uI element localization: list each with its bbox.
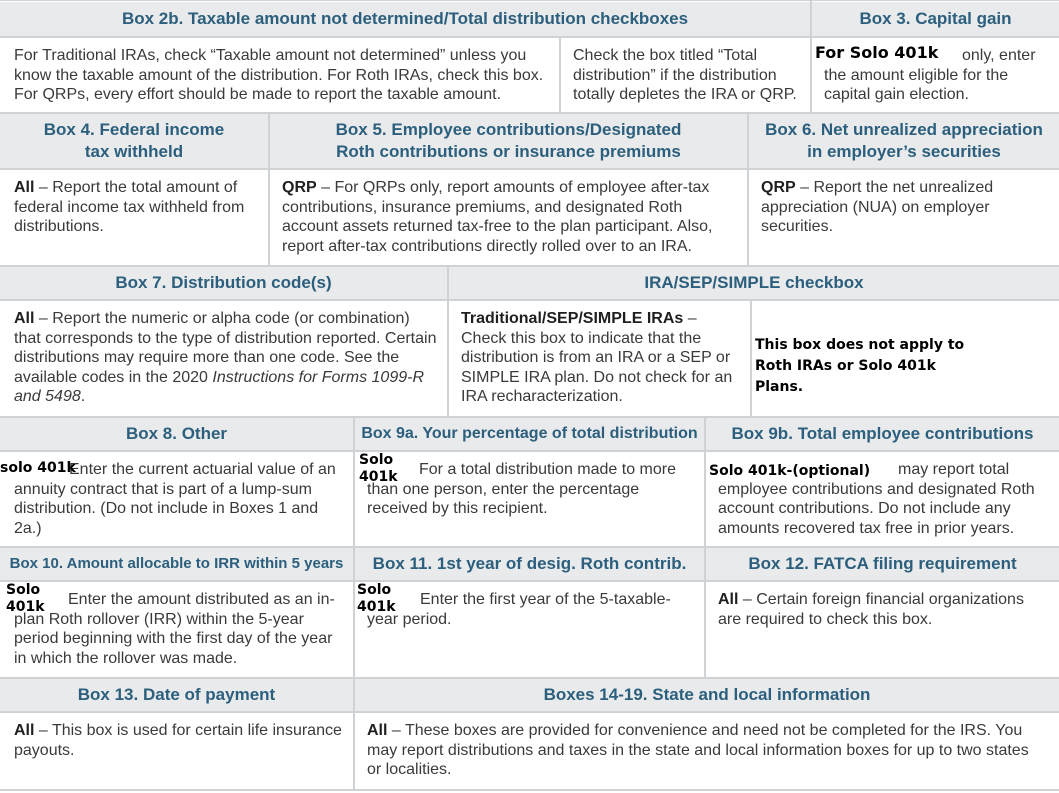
box7-end: . — [80, 388, 86, 405]
box11-solo-note — [357, 582, 396, 616]
box8-text — [2, 452, 353, 538]
box12-header: Box 12. FATCA filing requirement — [706, 548, 1059, 580]
box4-header — [0, 114, 268, 168]
box12-lead: All — [718, 591, 739, 608]
box11-desc: Enter the first year of the 5-taxable-year period. — [367, 591, 671, 628]
box5-header — [270, 114, 747, 168]
box4-text — [2, 170, 268, 237]
box5-lead: QRP — [282, 179, 317, 196]
box9b-solo-note: Solo 401k-(optional) — [709, 463, 871, 479]
box11-text — [355, 582, 704, 629]
box2b-header: Box 2b. Taxable amount not determined/Total distribution checkboxes — [0, 2, 810, 36]
box6-text — [749, 170, 1059, 237]
box10-solo-line1: Solo — [6, 582, 41, 598]
box10-text — [2, 582, 353, 668]
box6-header — [749, 114, 1059, 168]
box5-desc: – For QRPs only, report amounts of employee after-tax contributions, insurance premiums, and designated Roth account assets returned tax-free to the plan participant. Also, report after-tax contributions directly rolled over to an IRA. — [282, 179, 713, 255]
box10-header: Box 10. Amount allocable to IRR within 5 years — [0, 548, 353, 580]
box7-lead: All — [14, 310, 35, 327]
box7-publication: Instructions for Forms 1099-R and 5498 — [14, 368, 424, 405]
divider — [750, 301, 752, 416]
box10-solo-line2: 401k — [6, 599, 45, 615]
box8-header: Box 8. Other — [0, 418, 353, 450]
box6-lead: QRP — [761, 179, 796, 196]
box9a-header: Box 9a. Your percentage of total distribution — [355, 418, 704, 450]
box14-19-lead: All — [367, 722, 388, 739]
box11-solo-line1: Solo — [357, 582, 392, 598]
box2b-left-desc: For Traditional IRAs, check “Taxable amount not determined” unless you know the taxable amount of the distribution. For Roth IRAs, check this box. For QRPs, every effort should be made to report the taxable amount. — [14, 47, 544, 103]
box4-header-line2: tax withheld — [84, 142, 184, 161]
box12-text — [706, 582, 1059, 629]
ira-desc: – Check this box to indicate that the distribution is from an IRA or a SEP or SIMPLE IRA plan. Do not check for an IRA recharacterization. — [461, 310, 733, 405]
box8-solo-note: solo 401k — [0, 460, 76, 476]
box3-text — [812, 38, 1059, 105]
ira-checkbox-header: IRA/SEP/SIMPLE checkbox — [449, 267, 1059, 299]
ira-checkbox-text — [449, 301, 750, 407]
box7-desc: – Report the numeric or alpha code (or combination) that corresponds to the type of distribution reported. Certain distributions may require more than one code. See the available codes in the 2020 — [14, 310, 437, 386]
box12-desc: – Certain foreign financial organizations are required to check this box. — [718, 591, 1024, 628]
box9a-solo-line1: Solo — [359, 452, 394, 468]
box2b-right-text — [561, 38, 810, 105]
box13-desc: – This box is used for certain life insurance payouts. — [14, 722, 342, 759]
box3-header: Box 3. Capital gain — [812, 2, 1059, 36]
box3-solo-note: For Solo 401k — [815, 43, 939, 62]
box5-header-line2: Roth contributions or insurance premiums — [336, 142, 681, 161]
top-rule — [0, 0, 1059, 1]
box4-desc: – Report the total amount of federal income tax withheld from distributions. — [14, 179, 245, 235]
box11-solo-line2: 401k — [357, 599, 396, 615]
box4-lead: All — [14, 179, 35, 196]
box4-header-line1: Box 4. Federal income — [43, 120, 225, 139]
box2b-left-text — [2, 38, 559, 105]
box14-19-text — [355, 713, 1045, 780]
ira-solo-note: This box does not apply to Roth IRAs or Solo 401k Plans. — [755, 337, 965, 395]
box8-desc: Enter the current actuarial value of an annuity contract that is part of a lump-sum distribution. (Do not include in Boxes 1 and 2a.) — [14, 461, 336, 537]
box9a-solo-note — [359, 452, 398, 486]
box6-desc: – Report the net unrealized appreciation (NUA) on employer securities. — [761, 179, 994, 235]
box6-header-line2: in employer’s securities — [807, 142, 1001, 161]
box10-solo-note — [6, 582, 45, 616]
box5-text — [270, 170, 747, 256]
ira-lead: Traditional/SEP/SIMPLE IRAs — [461, 310, 684, 327]
box10-desc: Enter the amount distributed as an in-plan Roth rollover (IRR) within the 5-year period beginning with the first day of the year in which the rollover was made. — [14, 591, 335, 667]
box3-desc: only, enter the amount eligible for the capital gain election. — [824, 47, 1036, 103]
box9b-header: Box 9b. Total employee contributions — [706, 418, 1059, 450]
box9b-text — [706, 452, 1059, 538]
box9a-text — [355, 452, 704, 519]
box14-19-header: Boxes 14-19. State and local information — [355, 679, 1059, 711]
bottom-rule — [0, 789, 1059, 791]
box5-header-line1: Box 5. Employee contributions/Designated — [335, 120, 682, 139]
box9a-solo-line2: 401k — [359, 469, 398, 485]
box6-header-line1: Box 6. Net unrealized appreciation — [765, 120, 1043, 139]
box13-lead: All — [14, 722, 35, 739]
box11-header: Box 11. 1st year of desig. Roth contrib. — [355, 548, 704, 580]
box9b-desc: may report total employee contributions and designated Roth account contributions. Do not include any amounts recovered tax free in prior years. — [718, 461, 1035, 537]
box9a-desc: For a total distribution made to more than one person, enter the percentage received by this recipient. — [367, 461, 677, 517]
box7-header: Box 7. Distribution code(s) — [0, 267, 447, 299]
box13-text — [2, 713, 353, 760]
box7-text — [2, 301, 447, 407]
box14-19-desc: – These boxes are provided for convenience and need not be completed for the IRS. You may report distributions and taxes in the state and local information boxes for up to two states or localities. — [367, 722, 1029, 778]
box2b-right-desc: Check the box titled “Total distribution” if the distribution totally depletes the IRA or QRP. — [573, 47, 797, 103]
box13-header: Box 13. Date of payment — [0, 679, 353, 711]
